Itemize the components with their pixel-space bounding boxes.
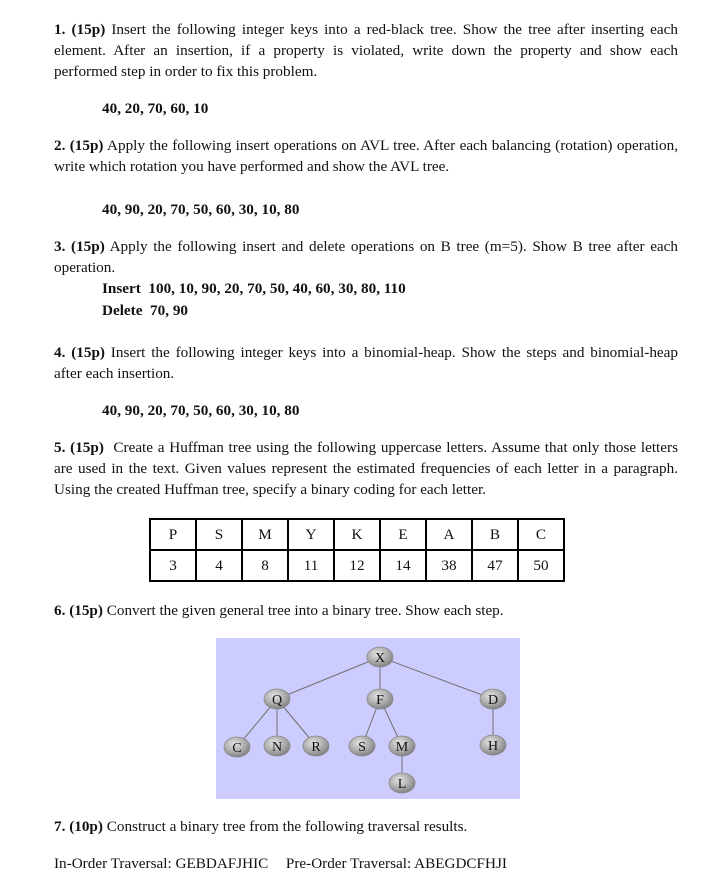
tree-node-d bbox=[480, 689, 506, 709]
question-2-text: Apply the following insert operations on AVL tree. After each balancing (rotation) operation, write which rotation you have performed and show the AVL tree. bbox=[54, 137, 678, 175]
question-7-text: Construct a binary tree from the following traversal results. bbox=[106, 818, 468, 835]
frequency-cell: 12 bbox=[334, 550, 380, 581]
letters-row bbox=[150, 519, 564, 550]
question-4-keys: 40, 90, 20, 70, 50, 60, 30, 10, 80 bbox=[102, 402, 300, 419]
tree-node-l bbox=[389, 773, 415, 793]
tree-node-x bbox=[367, 647, 393, 667]
frequency-cell: 3 bbox=[150, 550, 196, 581]
svg-text:N: N bbox=[271, 740, 283, 755]
svg-text:X: X bbox=[374, 651, 386, 666]
question-3-insert: Insert 100, 10, 90, 20, 70, 50, 40, 60, 30, 80, 110 bbox=[102, 280, 406, 297]
question-1-number: 1. (15p) bbox=[54, 21, 106, 38]
traversal-results bbox=[54, 853, 507, 874]
letter-cell: C bbox=[518, 519, 564, 550]
frequency-cell: 38 bbox=[426, 550, 472, 581]
frequency-cell: 50 bbox=[518, 550, 564, 581]
tree-node-q bbox=[264, 689, 290, 709]
question-7-number: 7. (10p) bbox=[54, 818, 103, 835]
letter-cell: E bbox=[380, 519, 426, 550]
question-1-text: Insert the following integer keys into a red-black tree. Show the tree after inserting each element. After an insertion, if a property is violated, write down the property and show each performed step in order to fix this problem. bbox=[54, 21, 678, 80]
letter-cell: P bbox=[150, 519, 196, 550]
question-3-number: 3. (15p) bbox=[54, 238, 105, 255]
question-6 bbox=[54, 600, 678, 621]
letter-cell: A bbox=[426, 519, 472, 550]
question-2-keys: 40, 90, 20, 70, 50, 60, 30, 10, 80 bbox=[102, 201, 300, 218]
question-1-keys: 40, 20, 70, 60, 10 bbox=[102, 100, 209, 117]
frequency-cell: 4 bbox=[196, 550, 242, 581]
letter-cell: M bbox=[242, 519, 288, 550]
svg-text:S: S bbox=[358, 740, 366, 755]
huffman-frequency-table bbox=[149, 518, 565, 582]
svg-text:Q: Q bbox=[271, 693, 283, 708]
svg-text:R: R bbox=[311, 740, 321, 755]
edge-x-d bbox=[380, 657, 493, 699]
question-5-text: Create a Huffman tree using the following uppercase letters. Assume that only those letters are used in the text. Given values represent the estimated frequencies of each letter in a paragraph. Using the created Huffman tree, specify a binary coding for each letter. bbox=[54, 439, 682, 498]
question-6-number: 6. (15p) bbox=[54, 602, 103, 619]
tree-node-c bbox=[224, 737, 250, 757]
edge-x-q bbox=[277, 657, 380, 699]
inorder-traversal: In-Order Traversal: GEBDAFJHIC bbox=[54, 855, 269, 872]
question-2 bbox=[54, 135, 678, 177]
question-5 bbox=[54, 437, 682, 500]
frequency-cell: 14 bbox=[380, 550, 426, 581]
letter-cell: B bbox=[472, 519, 518, 550]
tree-node-m bbox=[389, 736, 415, 756]
general-tree-figure bbox=[216, 638, 520, 799]
letter-cell: K bbox=[334, 519, 380, 550]
frequency-cell: 8 bbox=[242, 550, 288, 581]
question-4-number: 4. (15p) bbox=[54, 344, 105, 361]
question-3-text: Apply the following insert and delete operations on B tree (m=5). Show B tree after each operation. bbox=[54, 238, 679, 276]
question-2-number: 2. (15p) bbox=[54, 137, 104, 154]
tree-node-f bbox=[367, 689, 393, 709]
tree-node-n bbox=[264, 736, 290, 756]
question-1 bbox=[54, 19, 678, 82]
tree-edges bbox=[237, 657, 493, 783]
svg-text:F: F bbox=[376, 693, 384, 708]
svg-text:C: C bbox=[232, 741, 242, 756]
question-3 bbox=[54, 236, 678, 278]
question-7 bbox=[54, 816, 678, 837]
svg-text:L: L bbox=[397, 777, 407, 792]
question-6-text: Convert the given general tree into a binary tree. Show each step. bbox=[106, 602, 504, 619]
question-4 bbox=[54, 342, 678, 384]
svg-text:H: H bbox=[487, 739, 499, 754]
tree-node-r bbox=[303, 736, 329, 756]
preorder-traversal: Pre-Order Traversal: ABEGDCFHJI bbox=[285, 855, 507, 872]
frequencies-row bbox=[150, 550, 564, 581]
question-5-number: 5. (15p) bbox=[54, 439, 104, 456]
svg-text:M: M bbox=[395, 740, 409, 755]
frequency-cell: 47 bbox=[472, 550, 518, 581]
svg-text:D: D bbox=[487, 693, 499, 708]
tree-node-s bbox=[349, 736, 375, 756]
tree-node-h bbox=[480, 735, 506, 755]
question-3-delete: Delete 70, 90 bbox=[102, 302, 189, 319]
letter-cell: Y bbox=[288, 519, 334, 550]
general-tree-diagram bbox=[216, 638, 520, 799]
question-4-text: Insert the following integer keys into a binomial-heap. Show the steps and binomial-heap after each insertion. bbox=[54, 344, 678, 382]
letter-cell: S bbox=[196, 519, 242, 550]
frequency-cell: 11 bbox=[288, 550, 334, 581]
